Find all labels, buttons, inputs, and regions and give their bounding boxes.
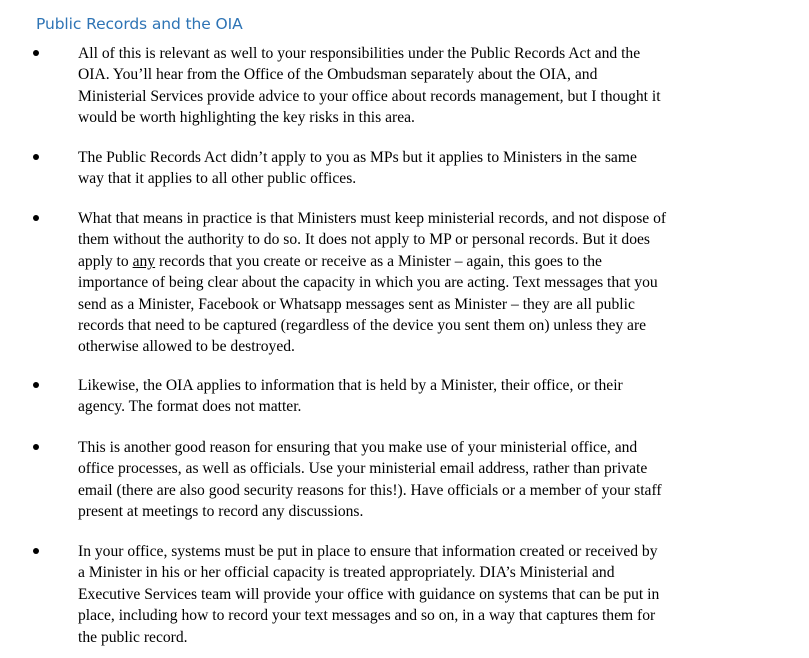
text-line: way that it applies to all other public offices. — [78, 170, 357, 188]
bullet-text-5 — [78, 437, 778, 523]
text-line: email (there are also good security reasons for this!). Have officials or a member of your staff — [78, 481, 662, 499]
bullet-icon — [33, 154, 42, 163]
text-line: In your office, systems must be put in place to ensure that information created or received by — [78, 543, 658, 560]
text-line: would be worth highlighting the key risks in this area. — [78, 109, 415, 127]
text-line: place, including how to record your text messages and so on, in a way that captures them for — [78, 607, 656, 625]
text-line: the public record. — [78, 628, 188, 646]
text-fragment: apply to — [78, 252, 133, 270]
text-line: present at meetings to record any discussions. — [78, 503, 364, 521]
bullet-text-1 — [78, 43, 778, 129]
text-line: them without the authority to do so. It does not apply to MP or personal records. But it does — [78, 231, 650, 249]
text-fragment: records that you create or receive as a Minister – again, this goes to the — [159, 252, 602, 270]
bullet-text-6 — [78, 541, 778, 648]
text-line: All of this is relevant as well to your responsibilities under the Public Records Act and the — [78, 45, 641, 62]
bullet-text-4 — [78, 375, 778, 418]
bullet-icon — [33, 215, 42, 224]
text-line: otherwise allowed to be destroyed. — [78, 338, 295, 356]
bullet-icon — [33, 50, 42, 59]
text-line: This is another good reason for ensuring that you make use of your ministerial office, and — [78, 439, 638, 456]
text-line: The Public Records Act didn’t apply to you as MPs but it applies to Ministers in the same — [78, 149, 637, 166]
text-line: a Minister in his or her official capacity is treated appropriately. DIA’s Ministerial and — [78, 564, 615, 582]
bullet-text-2 — [78, 147, 778, 190]
text-line: Likewise, the OIA applies to information that is held by a Minister, their office, or their — [78, 377, 623, 394]
text-line: Ministerial Services provide advice to your office about records management, but I thought it — [78, 87, 661, 105]
text-line: agency. The format does not matter. — [78, 398, 302, 416]
bullet-icon — [33, 382, 42, 391]
bullet-icon — [33, 444, 42, 453]
bullet-text-3 — [78, 208, 778, 358]
underlined-word: any — [132, 252, 156, 270]
text-line-with-emphasis — [78, 251, 778, 272]
bullet-icon — [33, 548, 42, 557]
text-line: records that need to be captured (regardless of the device you sent them on) unless they are — [78, 317, 647, 335]
text-line: importance of being clear about the capacity in which you are acting. Text messages that you — [78, 274, 658, 292]
text-line: Executive Services team will provide your office with guidance on systems that can be put in — [78, 585, 660, 603]
text-line: send as a Minister, Facebook or Whatsapp messages sent as Minister – they are all public — [78, 295, 635, 313]
text-line: What that means in practice is that Ministers must keep ministerial records, and not dispose of — [78, 210, 667, 227]
text-line: OIA. You’ll hear from the Office of the Ombudsman separately about the OIA, and — [78, 66, 598, 84]
section-heading: Public Records and the OIA — [36, 15, 243, 33]
text-line: office processes, as well as officials. Use your ministerial email address, rather than private — [78, 460, 648, 478]
